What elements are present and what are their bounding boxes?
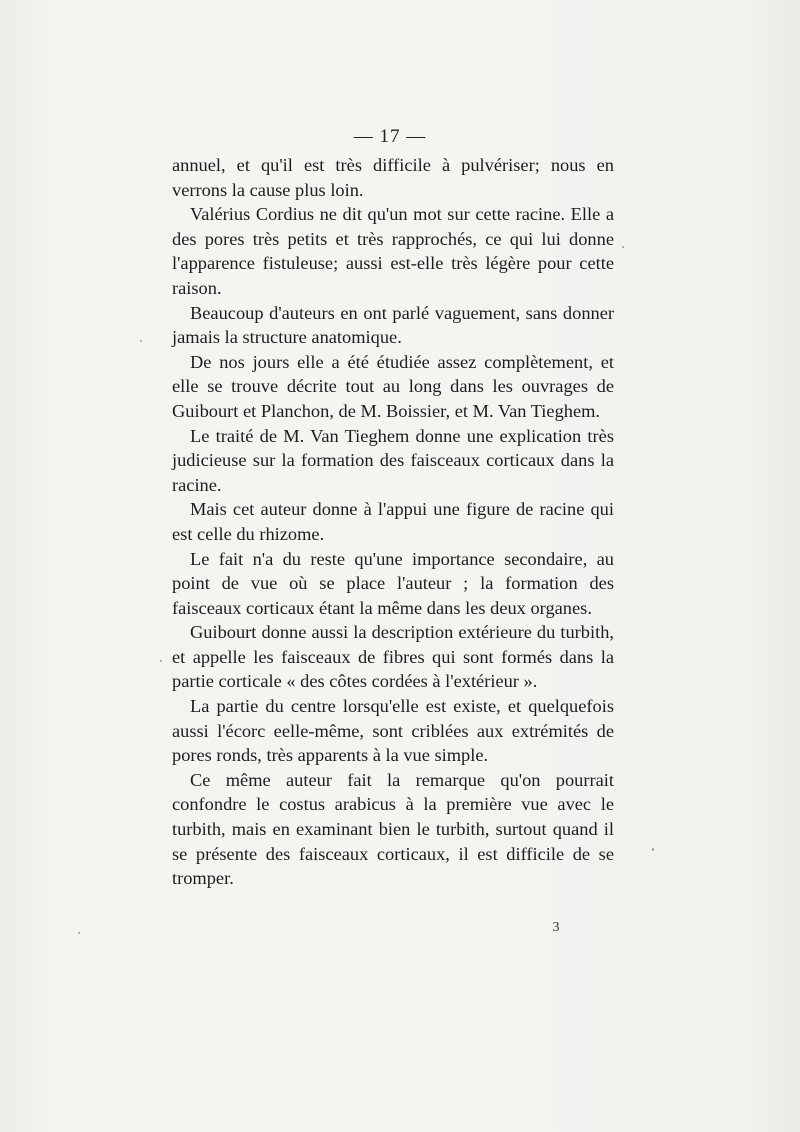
scan-speck (140, 340, 142, 342)
paragraph-6: Mais cet auteur donne à l'appui une figure de racine qui est celle du rhizome. (172, 499, 614, 544)
scan-speck (622, 246, 624, 248)
scan-speck (78, 932, 80, 934)
paragraph-1: annuel, et qu'il est très difficile à pulvériser; nous en verrons la cause plus loin. (172, 155, 614, 200)
paragraph-10: Ce même auteur fait la remarque qu'on pourrait confondre le costus arabicus à la première vue avec le turbith, mais en examinant bien le turbith, surtout quand il se présente des faisceaux corticaux, il est difficile de se tromper. (172, 769, 614, 889)
signature-mark: 3 (552, 920, 560, 935)
paragraph-3: Beaucoup d'auteurs en ont parlé vaguement, sans donner jamais la structure anatomique. (172, 302, 614, 348)
body-text (172, 153, 614, 891)
scan-speck (160, 660, 162, 662)
page-number: — 17 — (353, 126, 427, 147)
paragraph-2: Valérius Cordius ne dit qu'un mot sur cette racine. Elle a des pores très petits et très rapprochés, ce qui lui donne l'apparence fistuleuse; aussi est-elle très légère pour cette raison. (172, 204, 614, 298)
paragraph-5: Le traité de M. Van Tieghem donne une explication très judicieuse sur la formation des faisceaux corticaux dans la racine. (172, 425, 614, 495)
paragraph-4: De nos jours elle a été étudiée assez complètement, et elle se trouve décrite tout au long dans les ouvrages de Guibourt et Planchon, de M. Boissier, et M. Van Tieghem. (172, 351, 614, 421)
paragraph-7: Le fait n'a du reste qu'une importance secondaire, au point de vue où se place l'auteur ; la formation des faisceaux corticaux étant la même dans les deux organes. (172, 548, 614, 618)
scan-speck (652, 848, 654, 851)
paragraph-8: Guibourt donne aussi la description extérieure du turbith, et appelle les faisceaux de fibres qui sont formés dans la partie corticale « des côtes cordées à l'extérieur ». (172, 622, 614, 692)
paragraph-9: La partie du centre lorsqu'elle est existe, et quelquefois aussi l'écorc eelle-même, sont criblées aux extrémités de pores ronds, très apparents à la vue simple. (172, 696, 614, 766)
